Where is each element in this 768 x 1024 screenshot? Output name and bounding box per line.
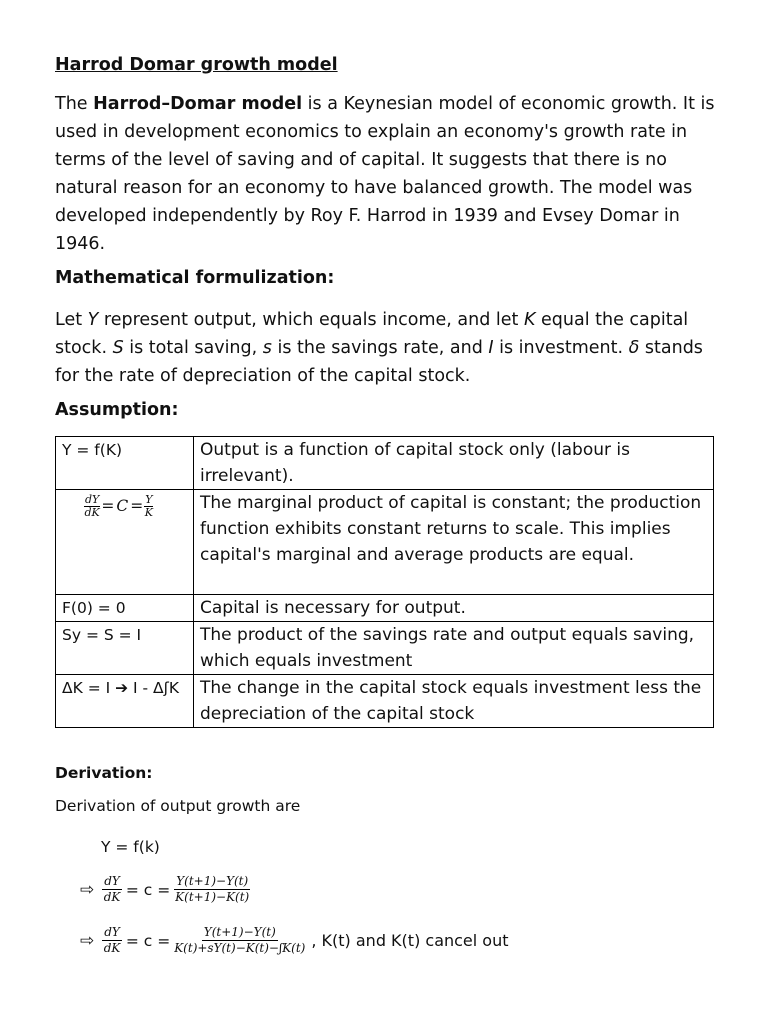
numerator: Y [145, 492, 153, 506]
assumption-description: The product of the savings rate and output equals saving, which equals investment [194, 622, 714, 675]
formal-text: represent output, which equals income, and let [98, 310, 524, 330]
denominator: K(t)+sY(t)−K(t)−ʃK(t) [174, 941, 306, 955]
fraction-y-k [144, 494, 153, 519]
formal-text: Let [55, 310, 88, 330]
assumption-equation [56, 490, 194, 595]
fraction-output-capital-substituted [174, 925, 305, 956]
table-row [56, 595, 714, 622]
formulization-paragraph [55, 306, 725, 390]
assumption-equation: Y = f(K) [56, 437, 194, 490]
formal-text: is investment. [493, 338, 629, 358]
table-row [56, 622, 714, 675]
assumption-description: The change in the capital stock equals investment less the depreciation of the capital stock [194, 675, 714, 728]
var-y: Y [87, 310, 99, 330]
math-section-title: Mathematical formulization: [55, 268, 335, 288]
fraction-output-capital-change [174, 874, 250, 905]
derivation-text: Derivation of output growth are [55, 797, 301, 815]
denominator: K(t+1)−K(t) [175, 890, 250, 904]
assumption-title: Assumption: [55, 400, 179, 420]
var-delta: δ [628, 338, 640, 358]
denominator: dK [103, 941, 121, 955]
equals-c: = c = [125, 880, 171, 899]
equals-sign: = [101, 497, 115, 515]
assumption-table [55, 436, 714, 728]
derivation-title: Derivation: [55, 764, 153, 782]
implies-arrow-icon: ⇨ [80, 879, 95, 900]
formal-text: is total saving, [123, 338, 263, 358]
var-s-lower: s [262, 338, 272, 358]
cancel-note: , K(t) and K(t) cancel out [311, 931, 509, 950]
numerator: Y(t+1)−Y(t) [203, 925, 276, 939]
assumption-description: Capital is necessary for output. [194, 595, 714, 622]
numerator: dY [85, 492, 100, 506]
document-heading: Harrod Domar growth model [55, 55, 338, 75]
formal-text: is the savings rate, and [271, 338, 489, 358]
intro-text-1: The [55, 94, 94, 114]
derivation-equation-1 [80, 874, 250, 905]
denominator: K [144, 505, 153, 519]
fraction-dy-dk [102, 925, 122, 956]
var-k: K [523, 310, 536, 330]
var-i: I [488, 338, 494, 358]
implies-arrow-icon: ⇨ [80, 930, 95, 951]
constant-c: C [116, 497, 129, 515]
assumption-description: Output is a function of capital stock only (labour is irrelevant). [194, 437, 714, 490]
fraction-dy-dk [84, 494, 100, 519]
derivation-equation-2 [80, 925, 509, 956]
assumption-equation: ΔK = I ➔ I - ΔʃK [56, 675, 194, 728]
formal-text: stands for the rate of depreciation of the capital stock. [55, 338, 703, 386]
var-s-upper: S [112, 338, 124, 358]
intro-text-2: is a Keynesian model of economic growth. It is used in development economics to explain an economy's growth rate in terms of the level of saving and of capital. It suggests that there is no natural reason for an economy to have balanced growth. The model was developed independently by Roy F. Harrod in 1939 and Evsey Domar in 1946. [55, 94, 715, 254]
intro-paragraph [55, 90, 725, 258]
equation-y-fk: Y = f(k) [101, 838, 160, 856]
assumption-equation: Sy = S = I [56, 622, 194, 675]
denominator: dK [103, 890, 121, 904]
numerator: Y(t+1)−Y(t) [176, 874, 249, 888]
formal-text: equal the capital stock. [55, 310, 689, 358]
intro-bold-term: Harrod–Domar model [93, 94, 303, 114]
table-row [56, 490, 714, 595]
table-row [56, 675, 714, 728]
numerator: dY [104, 925, 120, 939]
assumption-description: The marginal product of capital is constant; the production function exhibits constant returns to scale. This implies capital's marginal and average products are equal. [194, 490, 714, 595]
denominator: dK [84, 505, 100, 519]
fraction-dy-dk [102, 874, 122, 905]
equals-sign: = [130, 497, 144, 515]
equals-c: = c = [125, 931, 171, 950]
table-row [56, 437, 714, 490]
numerator: dY [104, 874, 120, 888]
assumption-equation: F(0) = 0 [56, 595, 194, 622]
